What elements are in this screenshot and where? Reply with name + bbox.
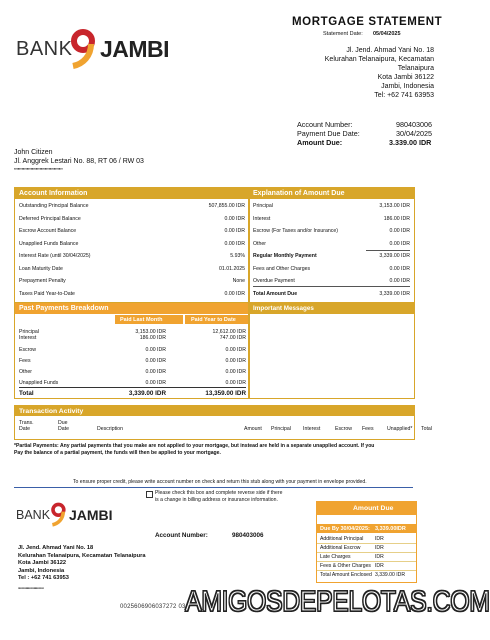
row-value: 186.00 IDR bbox=[383, 215, 410, 222]
col-paid-last-month bbox=[115, 315, 183, 324]
row-label: Late Charges bbox=[320, 554, 351, 560]
total-label: Total bbox=[19, 390, 34, 397]
past-payments-title: Past Payments Breakdown bbox=[19, 305, 109, 312]
row-value: 0.00 IDR bbox=[145, 358, 166, 364]
account-information-header bbox=[15, 188, 249, 199]
row-label: Interest Rate (until 30/04/2025) bbox=[19, 253, 91, 259]
list-item bbox=[15, 275, 249, 287]
address-change-note: is a change in billing address or insurance information. bbox=[155, 497, 278, 503]
row-value: 12,612.00 IDR bbox=[212, 329, 246, 335]
account-summary bbox=[297, 120, 437, 147]
row-value: None bbox=[232, 278, 245, 284]
row-value: 507,855.00 IDR bbox=[208, 203, 245, 209]
row-label: Escrow (For Taxes and/or Insurance) bbox=[253, 228, 338, 234]
list-item bbox=[15, 225, 249, 237]
row-value: 0.00 IDR bbox=[224, 290, 245, 297]
due-by-row bbox=[317, 524, 416, 533]
account-information-panel bbox=[14, 187, 250, 303]
partial-payments-note: *Partial Payments: Any partial payments that you make are not applied to your mortgage, but instead are held in a separate unapplied account. If you bbox=[14, 443, 375, 449]
row-label: Interest bbox=[253, 215, 271, 222]
amount-due-box bbox=[316, 501, 417, 583]
stub-barcode: """""""""""""""""""""" bbox=[18, 588, 43, 594]
divider bbox=[19, 387, 246, 388]
row-value: 0.00 IDR bbox=[225, 369, 246, 375]
list-item bbox=[15, 238, 249, 250]
row-value: 0.00 IDR bbox=[224, 240, 245, 247]
row-value: 747.00 IDR bbox=[219, 335, 246, 341]
bank-address-line: Kota Jambi 36122 bbox=[377, 74, 434, 81]
bank-address-line: Jl. Jend. Ahmad Yani No. 18 bbox=[346, 47, 434, 54]
row-label: Principal bbox=[19, 329, 39, 335]
list-item bbox=[249, 288, 414, 300]
col-amount: Amount bbox=[244, 426, 262, 432]
row-value: IDR bbox=[375, 563, 384, 569]
amount-due-box-header bbox=[317, 502, 416, 515]
row-label: Unapplied Funds bbox=[19, 380, 59, 386]
stub-account-number-label: Account Number: bbox=[155, 532, 208, 539]
row-value: IDR bbox=[375, 545, 384, 551]
list-item bbox=[15, 250, 249, 262]
col-trans: Trans. bbox=[19, 420, 34, 426]
row-label: Loan Maturity Date bbox=[19, 265, 63, 272]
list-item bbox=[15, 200, 249, 212]
list-item bbox=[15, 213, 249, 225]
payment-due-date: 30/04/2025 bbox=[396, 129, 432, 138]
row-label: Other bbox=[19, 369, 32, 375]
col-escrow: Escrow bbox=[335, 426, 353, 432]
bank-logo-name: JAMBI bbox=[69, 507, 113, 523]
list-item bbox=[249, 263, 414, 275]
total-ytd: 13,359.00 IDR bbox=[205, 390, 246, 397]
address-line: Tel : +62 741 63953 bbox=[18, 575, 69, 581]
important-messages-header bbox=[249, 303, 414, 314]
list-item bbox=[15, 288, 249, 300]
col-due-date: Date bbox=[58, 426, 69, 432]
row-label: Unapplied Funds Balance bbox=[19, 240, 79, 247]
bank-address-line: Telanaipura bbox=[397, 65, 434, 72]
row-value: 186.00 IDR bbox=[139, 335, 166, 341]
row-label: Fees and Other Charges bbox=[253, 265, 311, 272]
account-number: 980403006 bbox=[396, 120, 432, 129]
list-item bbox=[249, 238, 414, 250]
row-value: 0.00 IDR bbox=[145, 380, 166, 386]
explanation-panel bbox=[248, 187, 415, 303]
col-interest: Interest bbox=[303, 426, 321, 432]
divider bbox=[317, 552, 416, 553]
row-label: Outstanding Principal Balance bbox=[19, 203, 89, 209]
customer-name: John Citizen bbox=[14, 149, 53, 156]
col-total: Total bbox=[421, 426, 432, 432]
bank-address-line: Tel: +62 741 63953 bbox=[374, 92, 434, 99]
customer-barcode: """"""""""""""""""""""""""""""""""""" bbox=[14, 168, 62, 175]
partial-payments-note: Pay the balance of a partial payment, the funds will then be applied to your mortgage. bbox=[14, 450, 221, 456]
transaction-activity-title: Transaction Activity bbox=[19, 407, 84, 415]
row-value: 01.01.2025 bbox=[219, 265, 245, 272]
col-principal: Principal bbox=[271, 426, 291, 432]
explanation-title: Explanation of Amount Due bbox=[253, 190, 345, 197]
bank-logo-name: JAMBI bbox=[100, 36, 170, 62]
row-value: 3,153.00 IDR bbox=[135, 329, 166, 335]
list-item bbox=[249, 213, 414, 225]
bank-logo-mark-icon bbox=[50, 502, 68, 526]
address-line: Jl. Jend. Ahmad Yani No. 18 bbox=[18, 545, 94, 551]
statement-date: 05/04/2025 bbox=[373, 31, 401, 37]
amount-due-box-title: Amount Due bbox=[353, 505, 394, 512]
row-value: IDR bbox=[375, 536, 384, 542]
row-value: 3,339.00 IDR bbox=[379, 253, 410, 259]
row-value: 3,339.00 IDR bbox=[379, 290, 410, 297]
important-messages-title: Important Messages bbox=[253, 305, 314, 312]
bank-logo-mark-icon bbox=[69, 28, 99, 68]
list-item bbox=[15, 263, 249, 275]
list-item bbox=[249, 250, 414, 262]
account-number-label: Account Number: bbox=[297, 120, 353, 129]
row-label: Prepayment Penalty bbox=[19, 278, 66, 284]
row-label: Additional Principal bbox=[320, 536, 364, 542]
row-value: 0.00 IDR bbox=[389, 228, 410, 234]
row-label: Other bbox=[253, 240, 266, 247]
divider bbox=[317, 561, 416, 562]
row-label: Additional Escrow bbox=[320, 545, 361, 551]
row-label: Escrow Account Balance bbox=[19, 228, 77, 234]
row-value: 0.00 IDR bbox=[389, 265, 410, 272]
list-item bbox=[249, 200, 414, 212]
transaction-activity-header bbox=[15, 406, 414, 416]
divider bbox=[317, 543, 416, 544]
bank-address-line: Jambi, Indonesia bbox=[381, 83, 434, 90]
row-value: 0.00 IDR bbox=[224, 215, 245, 222]
micr-line: 0025606906037272 03 bbox=[120, 604, 186, 610]
address-line: Kelurahan Telanaipura, Kecamatan Telanaipura bbox=[18, 552, 146, 559]
row-value: 0.00 IDR bbox=[145, 347, 166, 353]
customer-address: Jl. Anggrek Lestari No. 88, RT 06 / RW 03 bbox=[14, 158, 144, 165]
important-messages-panel bbox=[248, 302, 415, 399]
stub-bank-address bbox=[18, 545, 145, 583]
row-value: 3,153.00 IDR bbox=[379, 203, 410, 209]
address-line: Jambi, Indonesia bbox=[18, 567, 65, 574]
row-value: 3,339.00 IDR bbox=[375, 572, 406, 578]
col-description: Description bbox=[97, 426, 123, 432]
past-payments-panel bbox=[14, 302, 250, 399]
bank-logo-word: BANK bbox=[16, 38, 73, 60]
col-unapplied: Unapplied* bbox=[387, 426, 413, 432]
row-label: Fees & Other Charges bbox=[320, 563, 371, 569]
cut-line bbox=[14, 487, 413, 488]
row-label: Taxes Paid Year-to-Date bbox=[19, 290, 75, 297]
col-due: Due bbox=[58, 420, 68, 426]
address-change-note: Please check this box and complete reverse side if there bbox=[155, 490, 283, 496]
payment-due-label: Payment Due Date: bbox=[297, 129, 360, 138]
bank-logo-small bbox=[16, 502, 116, 528]
account-information-title: Account Information bbox=[19, 190, 88, 197]
row-label: Deferred Principal Balance bbox=[19, 215, 81, 222]
statement-title: MORTGAGE STATEMENT bbox=[292, 16, 443, 28]
amount-due-label: Amount Due: bbox=[297, 138, 343, 147]
row-value: 0.00 IDR bbox=[145, 369, 166, 375]
total-last-month: 3,339.00 IDR bbox=[128, 390, 166, 397]
list-item bbox=[249, 225, 414, 237]
divider bbox=[317, 570, 416, 571]
row-value: 0.00 IDR bbox=[224, 228, 245, 234]
row-value: 5.93% bbox=[230, 253, 245, 259]
bank-logo-word: BANK bbox=[16, 508, 51, 522]
amount-due: 3.339.00 IDR bbox=[389, 138, 432, 147]
row-value: 0.00 IDR bbox=[225, 358, 246, 364]
bank-address-line: Kelurahan Telanaipura, Kecamatan bbox=[324, 56, 434, 63]
row-value: IDR bbox=[375, 554, 384, 560]
row-value: 0.00 IDR bbox=[225, 347, 246, 353]
transaction-activity-panel bbox=[14, 405, 432, 440]
row-label: Regular Monthly Payment bbox=[253, 253, 317, 259]
row-label: Interest bbox=[19, 335, 37, 341]
col-fees: Fees bbox=[362, 426, 374, 432]
col-label: Paid Last Month bbox=[120, 316, 163, 323]
row-label: Total Amount Due bbox=[253, 290, 298, 297]
row-label: Escrow bbox=[19, 347, 37, 353]
row-value: 0.00 IDR bbox=[225, 380, 246, 386]
explanation-header bbox=[249, 188, 414, 199]
row-label: Fees bbox=[19, 358, 31, 364]
row-value: 0.00 IDR bbox=[389, 240, 410, 247]
stub-instruction: To ensure proper credit, please write account number on check and return this stub along with your payment in envelope provided. bbox=[73, 479, 367, 485]
due-by-value: 3,339.00IDR bbox=[375, 525, 406, 532]
bank-address bbox=[300, 46, 434, 100]
stub-account-number: 980403006 bbox=[232, 532, 264, 539]
past-payments-header bbox=[15, 303, 249, 314]
row-value: 0.00 IDR bbox=[389, 278, 410, 284]
col-label: Paid Year to Date bbox=[191, 316, 236, 323]
row-label: Overdue Payment bbox=[253, 278, 295, 284]
address-line: Kota Jambi 36122 bbox=[18, 560, 67, 566]
address-change-checkbox[interactable] bbox=[146, 491, 153, 498]
statement-date-label: Statement Date: bbox=[323, 31, 363, 37]
row-label: Total Amount Enclosed bbox=[320, 572, 372, 578]
bank-logo bbox=[16, 28, 186, 68]
due-by-label: Due By 30/04/2025: bbox=[320, 525, 370, 532]
row-label: Principal bbox=[253, 203, 273, 209]
watermark: AMIGOSDEPELOTAS.COM bbox=[185, 586, 490, 618]
col-paid-ytd bbox=[185, 315, 249, 324]
col-trans-date: Date bbox=[19, 426, 30, 432]
